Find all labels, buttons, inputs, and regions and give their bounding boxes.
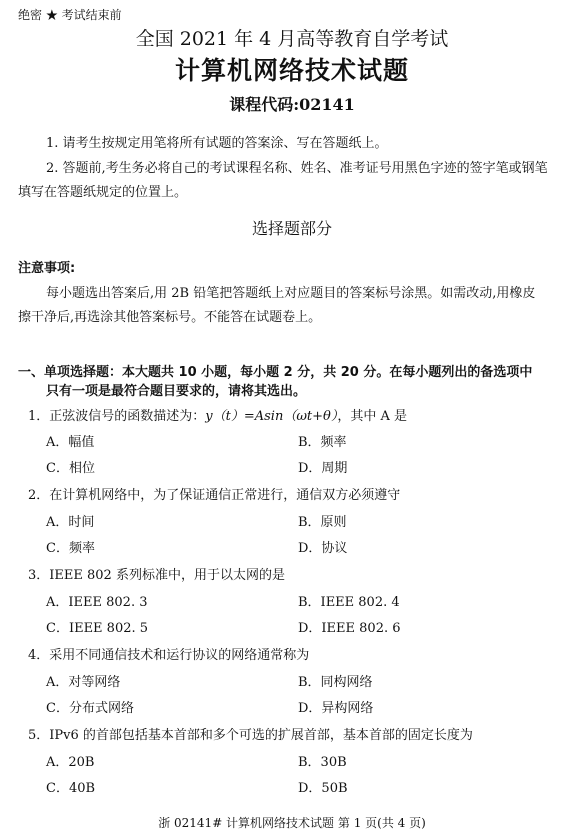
question-3: 3．IEEE 802 系列标准中，用于以太网的是 xyxy=(28,568,285,583)
notice-line-2: 擦干净后,再选涂其他答案标号。不能答在试题卷上。 xyxy=(18,310,322,325)
option-b: B．同构网络 xyxy=(298,675,373,690)
option-a: A．时间 xyxy=(46,515,95,530)
option-c: C．分布式网络 xyxy=(46,701,134,716)
option-d: D．异构网络 xyxy=(298,701,374,716)
option-a: A．幅值 xyxy=(46,435,95,450)
page-footer: 浙 02141# 计算机网络技术试题 第 1 页(共 4 页) xyxy=(158,816,426,830)
notice-heading: 注意事项: xyxy=(18,261,76,276)
exam-title: 全国 2021 年 4 月高等教育自学考试 xyxy=(135,28,449,50)
part-one-heading: 一、单项选择题：本大题共 10 小题，每小题 2 分，共 20 分。在每小题列出的备选项中 xyxy=(18,365,533,380)
option-b: B．IEEE 802. 4 xyxy=(298,595,400,610)
confidential-mark: 绝密 ★ 考试结束前 xyxy=(18,8,122,22)
option-d: D．周期 xyxy=(298,461,348,476)
question-2: 2．在计算机网络中，为了保证通信正常进行，通信双方必须遵守 xyxy=(28,488,401,503)
question-formula: y（t）=Asin（ωt+θ） xyxy=(205,409,338,424)
question-4: 4．采用不同通信技术和运行协议的网络通常称为 xyxy=(28,648,310,663)
question-1 xyxy=(28,405,407,424)
option-b: B．30B xyxy=(298,755,347,770)
notice-line-1: 每小题选出答案后,用 2B 铅笔把答题纸上对应题目的答案标号涂黑。如需改动,用橡皮 xyxy=(46,286,536,301)
section-title: 选择题部分 xyxy=(251,219,332,238)
option-a: A．20B xyxy=(46,755,95,770)
question-stem: 1．正弦波信号的函数描述为： xyxy=(28,409,206,424)
option-b: B．频率 xyxy=(298,435,347,450)
option-a: A．对等网络 xyxy=(46,675,121,690)
option-b: B．原则 xyxy=(298,515,347,530)
option-a: A．IEEE 802. 3 xyxy=(46,595,148,610)
question-stem-suffix: ，其中 A 是 xyxy=(337,409,408,424)
option-d: D．50B xyxy=(298,781,348,796)
instruction-2-continued: 填写在答题纸规定的位置上。 xyxy=(18,185,188,200)
course-code: 课程代码:02141 xyxy=(229,95,355,114)
option-c: C．相位 xyxy=(46,461,95,476)
part-one-heading-continued: 只有一项是最符合题目要求的，请将其选出。 xyxy=(46,384,307,399)
paper-title: 计算机网络技术试题 xyxy=(174,56,409,85)
question-5: 5．IPv6 的首部包括基本首部和多个可选的扩展首部，基本首部的固定长度为 xyxy=(28,728,473,743)
instruction-1: 1. 请考生按规定用笔将所有试题的答案涂、写在答题纸上。 xyxy=(46,136,388,151)
instruction-2: 2. 答题前,考生务必将自己的考试课程名称、姓名、准考证号用黑色字迹的签字笔或钢笔 xyxy=(46,161,548,176)
option-c: C．IEEE 802. 5 xyxy=(46,621,149,636)
option-d: D．IEEE 802. 6 xyxy=(298,621,401,636)
option-c: C．频率 xyxy=(46,541,95,556)
option-d: D．协议 xyxy=(298,541,348,556)
option-c: C．40B xyxy=(46,781,96,796)
